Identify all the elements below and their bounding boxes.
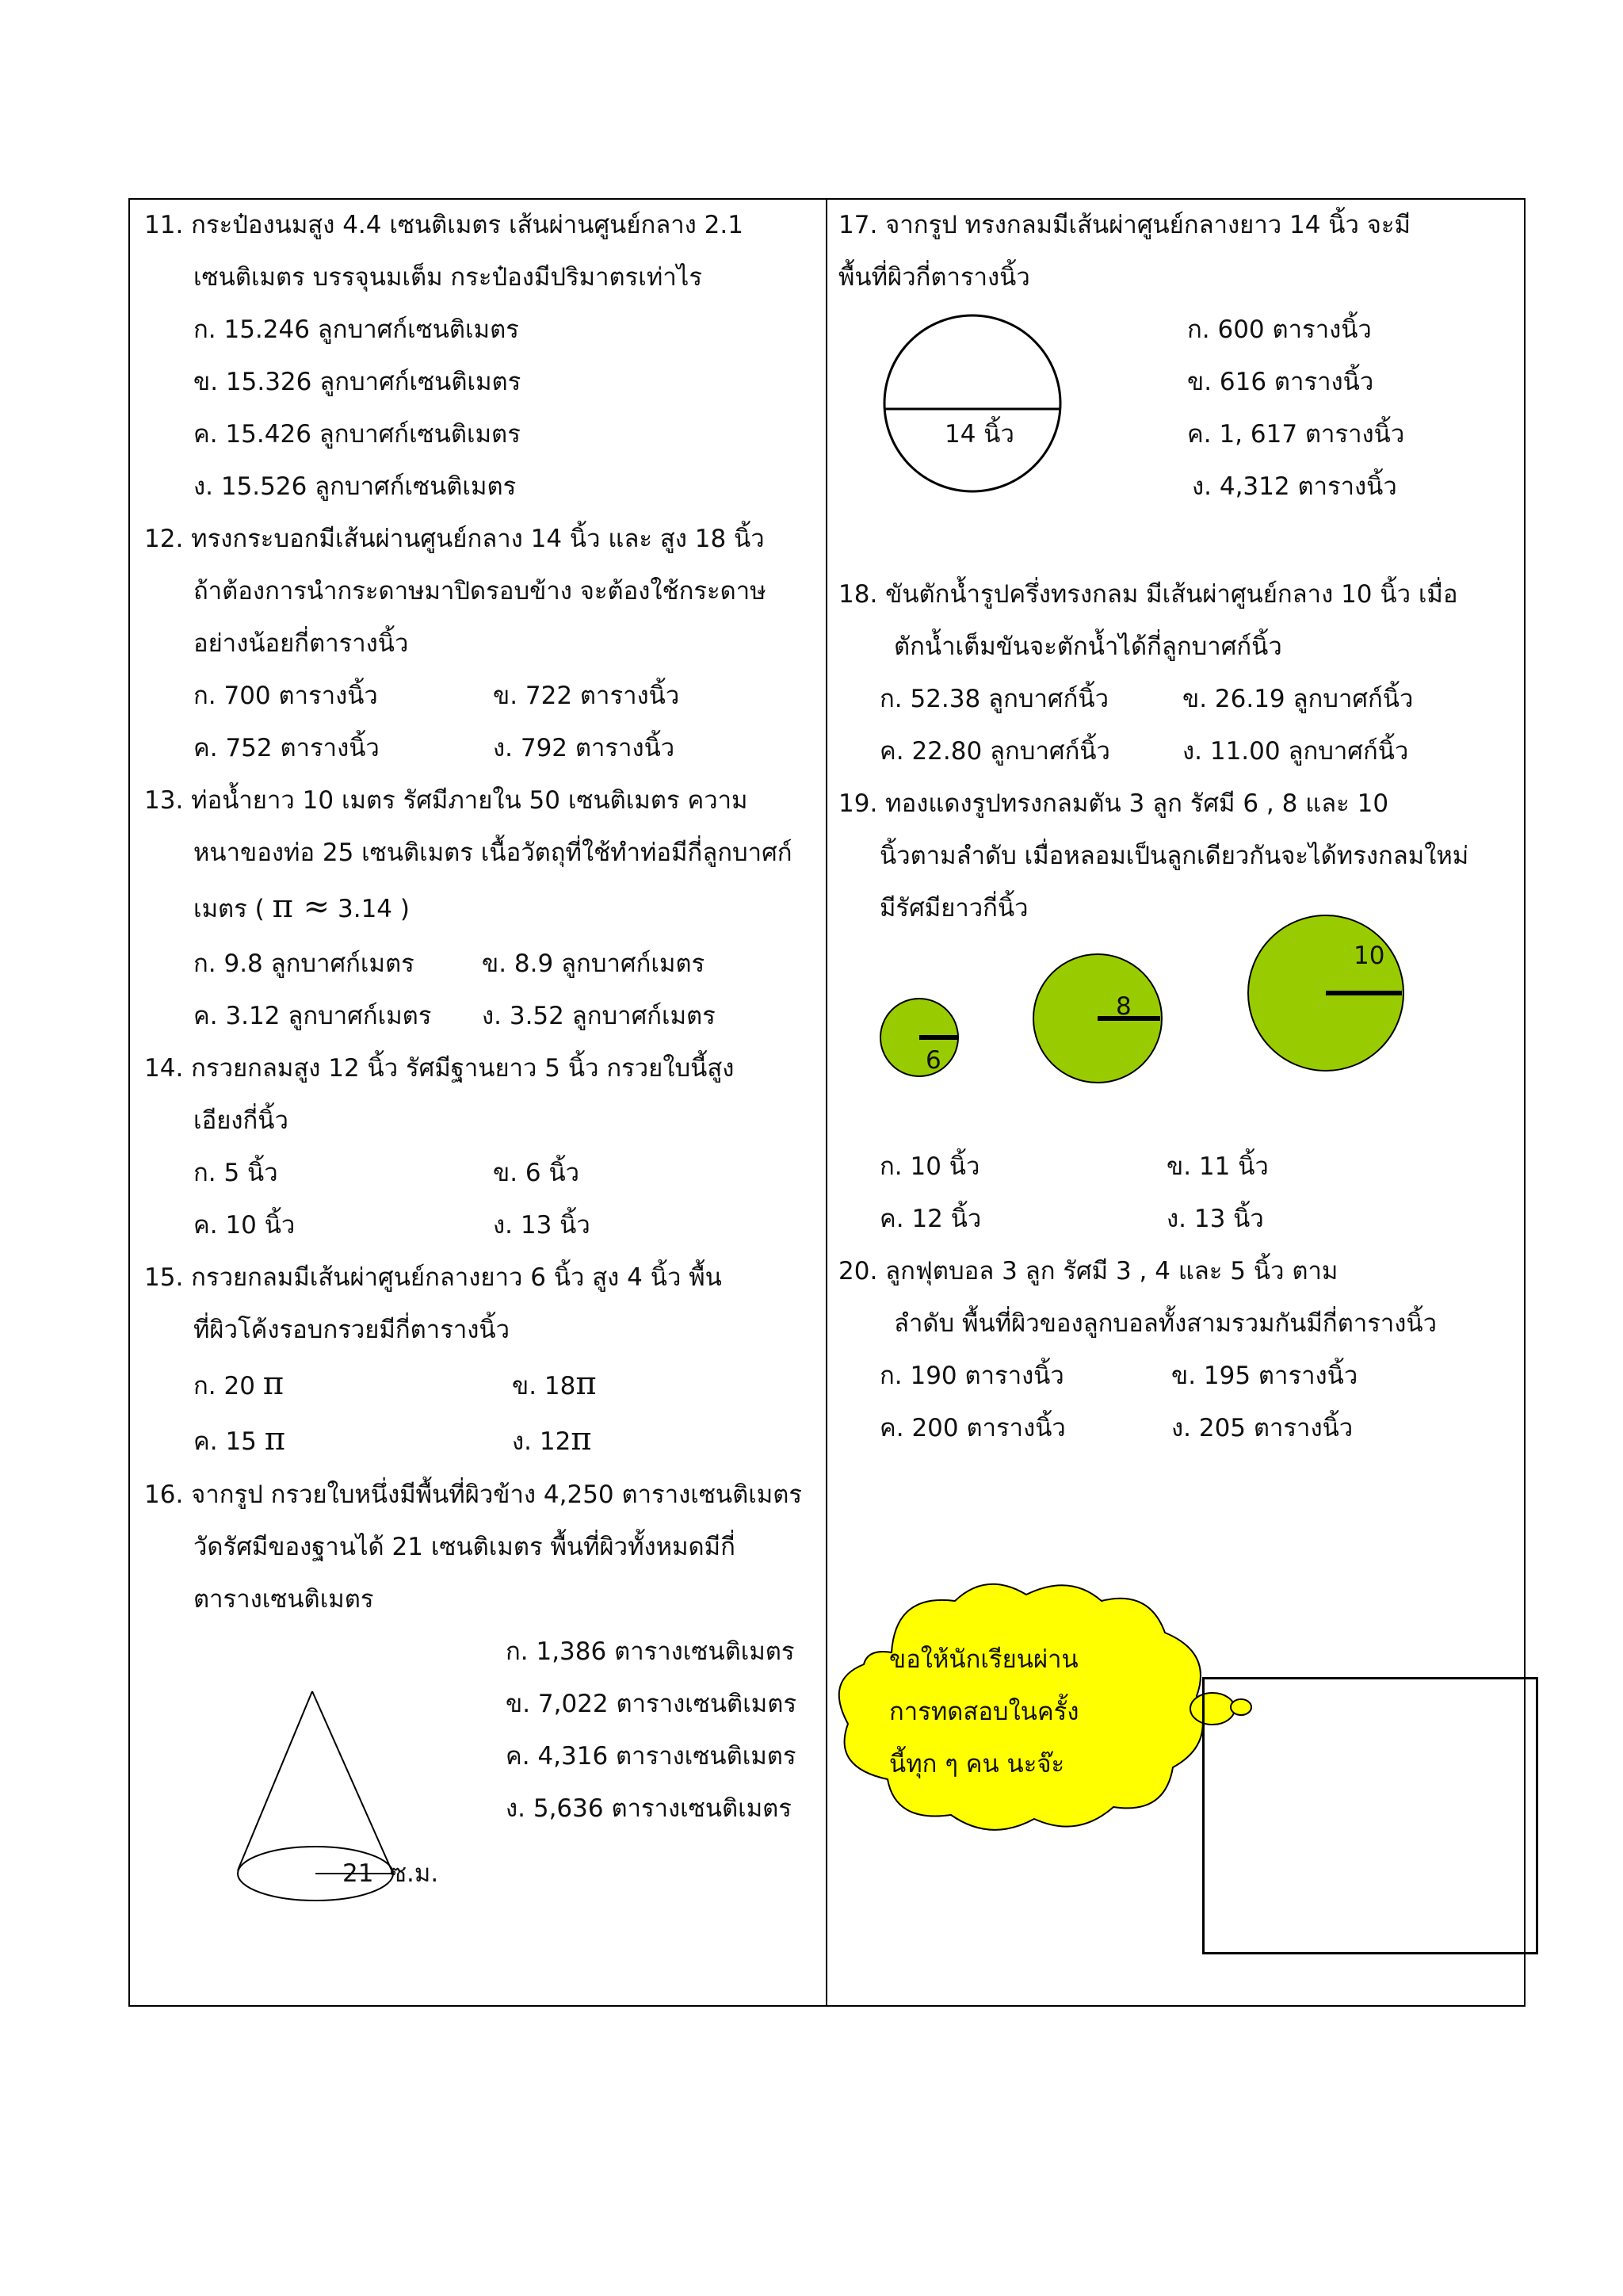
q17-option-d: ง. 4,312 ตารางนิ้ว bbox=[1192, 472, 1397, 501]
q15-option-a bbox=[193, 1368, 284, 1402]
q19-stem-line1: 19. ทองแดงรูปทรงกลมตัน 3 ลูก รัศมี 6 , 8 และ 10 bbox=[838, 789, 1389, 818]
q15-option-d bbox=[512, 1423, 592, 1457]
q16-stem-line3: ตารางเซนติเมตร bbox=[193, 1585, 374, 1614]
q20-option-b: ข. 195 ตารางนิ้ว bbox=[1171, 1362, 1358, 1390]
q11-option-d: ง. 15.526 ลูกบาศก์เซนติเมตร bbox=[193, 472, 517, 501]
sphere-medium-radius-label: 8 bbox=[1116, 992, 1132, 1021]
bubble-line2: การทดสอบในครั้ง bbox=[889, 1698, 1079, 1726]
q20-option-c: ค. 200 ตารางนิ้ว bbox=[880, 1414, 1066, 1442]
q19-option-b: ข. 11 นิ้ว bbox=[1167, 1152, 1269, 1181]
q14-option-c: ค. 10 นิ้ว bbox=[193, 1211, 296, 1240]
q13-stem-line3-pre: เมตร ( bbox=[193, 895, 273, 923]
q13-stem-line3 bbox=[193, 888, 410, 925]
pi-symbol: π bbox=[264, 1421, 286, 1457]
q16-option-a: ก. 1,386 ตารางเซนติเมตร bbox=[506, 1637, 795, 1666]
q13-option-d: ง. 3.52 ลูกบาศก์เมตร bbox=[482, 1002, 716, 1030]
q20-option-a: ก. 190 ตารางนิ้ว bbox=[880, 1362, 1064, 1390]
sphere-figure bbox=[880, 311, 1065, 496]
q12-stem-line3: อย่างน้อยกี่ตารางนิ้ว bbox=[193, 629, 409, 658]
q18-stem-line1: 18. ขันตักน้ำรูปครึ่งทรงกลม มีเส้นผ่าศูนย์กลาง 10 นิ้ว เมื่อ bbox=[838, 580, 1458, 609]
q16-stem-line1: 16. จากรูป กรวยใบหนึ่งมีพื้นที่ผิวข้าง 4,250 ตารางเซนติเมตร bbox=[144, 1480, 803, 1509]
q14-option-b: ข. 6 นิ้ว bbox=[493, 1159, 580, 1187]
q13-option-a: ก. 9.8 ลูกบาศก์เมตร bbox=[193, 949, 414, 978]
q12-option-d: ง. 792 ตารางนิ้ว bbox=[493, 734, 675, 762]
q17-stem-line1: 17. จากรูป ทรงกลมมีเส้นผ่าศูนย์กลางยาว 14 นิ้ว จะมี bbox=[838, 211, 1411, 239]
sphere-diameter-label: 14 นิ้ว bbox=[945, 420, 1014, 449]
q13-option-b: ข. 8.9 ลูกบาศก์เมตร bbox=[482, 949, 705, 978]
q12-stem-line1: 12. ทรงกระบอกมีเส้นผ่านศูนย์กลาง 14 นิ้ว และ สูง 18 นิ้ว bbox=[144, 525, 765, 553]
q19-stem-line2: นิ้วตามลำดับ เมื่อหลอมเป็นลูกเดียวกันจะได้ทรงกลมใหม่ bbox=[880, 842, 1469, 870]
q14-stem-line2: เอียงกี่นิ้ว bbox=[193, 1106, 288, 1135]
pi-symbol: π bbox=[262, 1366, 285, 1402]
q11-stem-line1: 11. กระป๋องนมสูง 4.4 เซนติเมตร เส้นผ่านศูนย์กลาง 2.1 bbox=[144, 211, 743, 239]
q13-stem-line1: 13. ท่อน้ำยาว 10 เมตร รัศมีภายใน 50 เซนติเมตร ความ bbox=[144, 786, 748, 815]
sphere-large-radius-label: 10 bbox=[1354, 942, 1385, 970]
q19-option-c: ค. 12 นิ้ว bbox=[880, 1205, 982, 1233]
cone-figure bbox=[222, 1680, 412, 1910]
blank-answer-box bbox=[1202, 1677, 1538, 1954]
sphere-small-radius-label: 6 bbox=[926, 1046, 941, 1075]
q12-option-b: ข. 722 ตารางนิ้ว bbox=[493, 682, 680, 710]
copper-spheres-figure bbox=[872, 943, 1426, 1102]
cone-radius-label: 21 bbox=[342, 1859, 374, 1888]
q14-option-a: ก. 5 นิ้ว bbox=[193, 1159, 278, 1187]
pi-approx-symbol: π ≈ bbox=[272, 888, 330, 925]
q17-option-a: ก. 600 ตารางนิ้ว bbox=[1187, 315, 1372, 344]
q19-option-a: ก. 10 นิ้ว bbox=[880, 1152, 980, 1181]
q20-option-d: ง. 205 ตารางนิ้ว bbox=[1171, 1414, 1354, 1442]
q12-stem-line2: ถ้าต้องการนำกระดาษมาปิดรอบข้าง จะต้องใช้กระดาษ bbox=[193, 577, 766, 606]
q15-option-c-text: ค. 15 bbox=[193, 1427, 265, 1456]
bubble-line3: นี้ทุก ๆ คน นะจ๊ะ bbox=[889, 1750, 1065, 1778]
q15-option-b bbox=[512, 1368, 597, 1402]
q16-option-d: ง. 5,636 ตารางเซนติเมตร bbox=[506, 1794, 792, 1823]
q13-stem-line2: หนาของท่อ 25 เซนติเมตร เนื้อวัตถุที่ใช้ทำท่อมีกี่ลูกบาศก์ bbox=[193, 839, 792, 867]
q16-option-b: ข. 7,022 ตารางเซนติเมตร bbox=[506, 1690, 797, 1718]
q15-option-c bbox=[193, 1423, 285, 1457]
q12-option-a: ก. 700 ตารางนิ้ว bbox=[193, 682, 378, 710]
q14-option-d: ง. 13 นิ้ว bbox=[493, 1211, 590, 1240]
q17-stem-line2: พื้นที่ผิวกี่ตารางนิ้ว bbox=[838, 263, 1030, 292]
q15-option-a-text: ก. 20 bbox=[193, 1372, 263, 1400]
q13-option-c: ค. 3.12 ลูกบาศก์เมตร bbox=[193, 1002, 432, 1030]
q13-stem-line3-post: 3.14 ) bbox=[330, 895, 410, 923]
q18-option-d: ง. 11.00 ลูกบาศก์นิ้ว bbox=[1182, 737, 1409, 766]
q11-option-b: ข. 15.326 ลูกบาศก์เซนติเมตร bbox=[193, 368, 521, 396]
q15-stem-line2: ที่ผิวโค้งรอบกรวยมีกี่ตารางนิ้ว bbox=[193, 1316, 510, 1344]
bubble-line1: ขอให้นักเรียนผ่าน bbox=[889, 1645, 1079, 1674]
q17-option-c: ค. 1, 617 ตารางนิ้ว bbox=[1187, 420, 1405, 449]
q12-option-c: ค. 752 ตารางนิ้ว bbox=[193, 734, 380, 762]
q16-option-c: ค. 4,316 ตารางเซนติเมตร bbox=[506, 1742, 796, 1771]
q19-stem-line3: มีรัศมียาวกี่นิ้ว bbox=[880, 894, 1029, 923]
q15-stem-line1: 15. กรวยกลมมีเส้นผ่าศูนย์กลางยาว 6 นิ้ว สูง 4 นิ้ว พื้น bbox=[144, 1263, 722, 1292]
q20-stem-line1: 20. ลูกฟุตบอล 3 ลูก รัศมี 3 , 4 และ 5 นิ้ว ตาม bbox=[838, 1257, 1338, 1286]
pi-symbol: π bbox=[575, 1366, 597, 1402]
q18-option-c: ค. 22.80 ลูกบาศก์นิ้ว bbox=[880, 737, 1110, 766]
pi-symbol: π bbox=[571, 1421, 592, 1457]
q16-stem-line2: วัดรัศมีของฐานได้ 21 เซนติเมตร พื้นที่ผิวทั้งหมดมีกี่ bbox=[193, 1533, 735, 1561]
q11-stem-line2: เซนติเมตร บรรจุนมเต็ม กระป๋องมีปริมาตรเท่าไร bbox=[193, 263, 702, 292]
q18-option-a: ก. 52.38 ลูกบาศก์นิ้ว bbox=[880, 685, 1109, 713]
q15-option-d-text: ง. 12 bbox=[512, 1427, 571, 1456]
q20-stem-line2: ลำดับ พื้นที่ผิวของลูกบอลทั้งสามรวมกันมีกี่ตารางนิ้ว bbox=[894, 1309, 1438, 1338]
q18-option-b: ข. 26.19 ลูกบาศก์นิ้ว bbox=[1182, 685, 1414, 713]
q11-option-a: ก. 15.246 ลูกบาศก์เซนติเมตร bbox=[193, 315, 519, 344]
q17-option-b: ข. 616 ตารางนิ้ว bbox=[1187, 368, 1374, 396]
q14-stem-line1: 14. กรวยกลมสูง 12 นิ้ว รัศมีฐานยาว 5 นิ้ว กรวยใบนี้สูง bbox=[144, 1054, 735, 1083]
q18-stem-line2: ตักน้ำเต็มขันจะตักน้ำได้กี่ลูกบาศก์นิ้ว bbox=[894, 632, 1282, 661]
q19-option-d: ง. 13 นิ้ว bbox=[1167, 1205, 1264, 1233]
q11-option-c: ค. 15.426 ลูกบาศก์เซนติเมตร bbox=[193, 420, 521, 449]
cone-unit-label: ซ.ม. bbox=[390, 1859, 439, 1888]
q15-option-b-text: ข. 18 bbox=[512, 1372, 576, 1400]
